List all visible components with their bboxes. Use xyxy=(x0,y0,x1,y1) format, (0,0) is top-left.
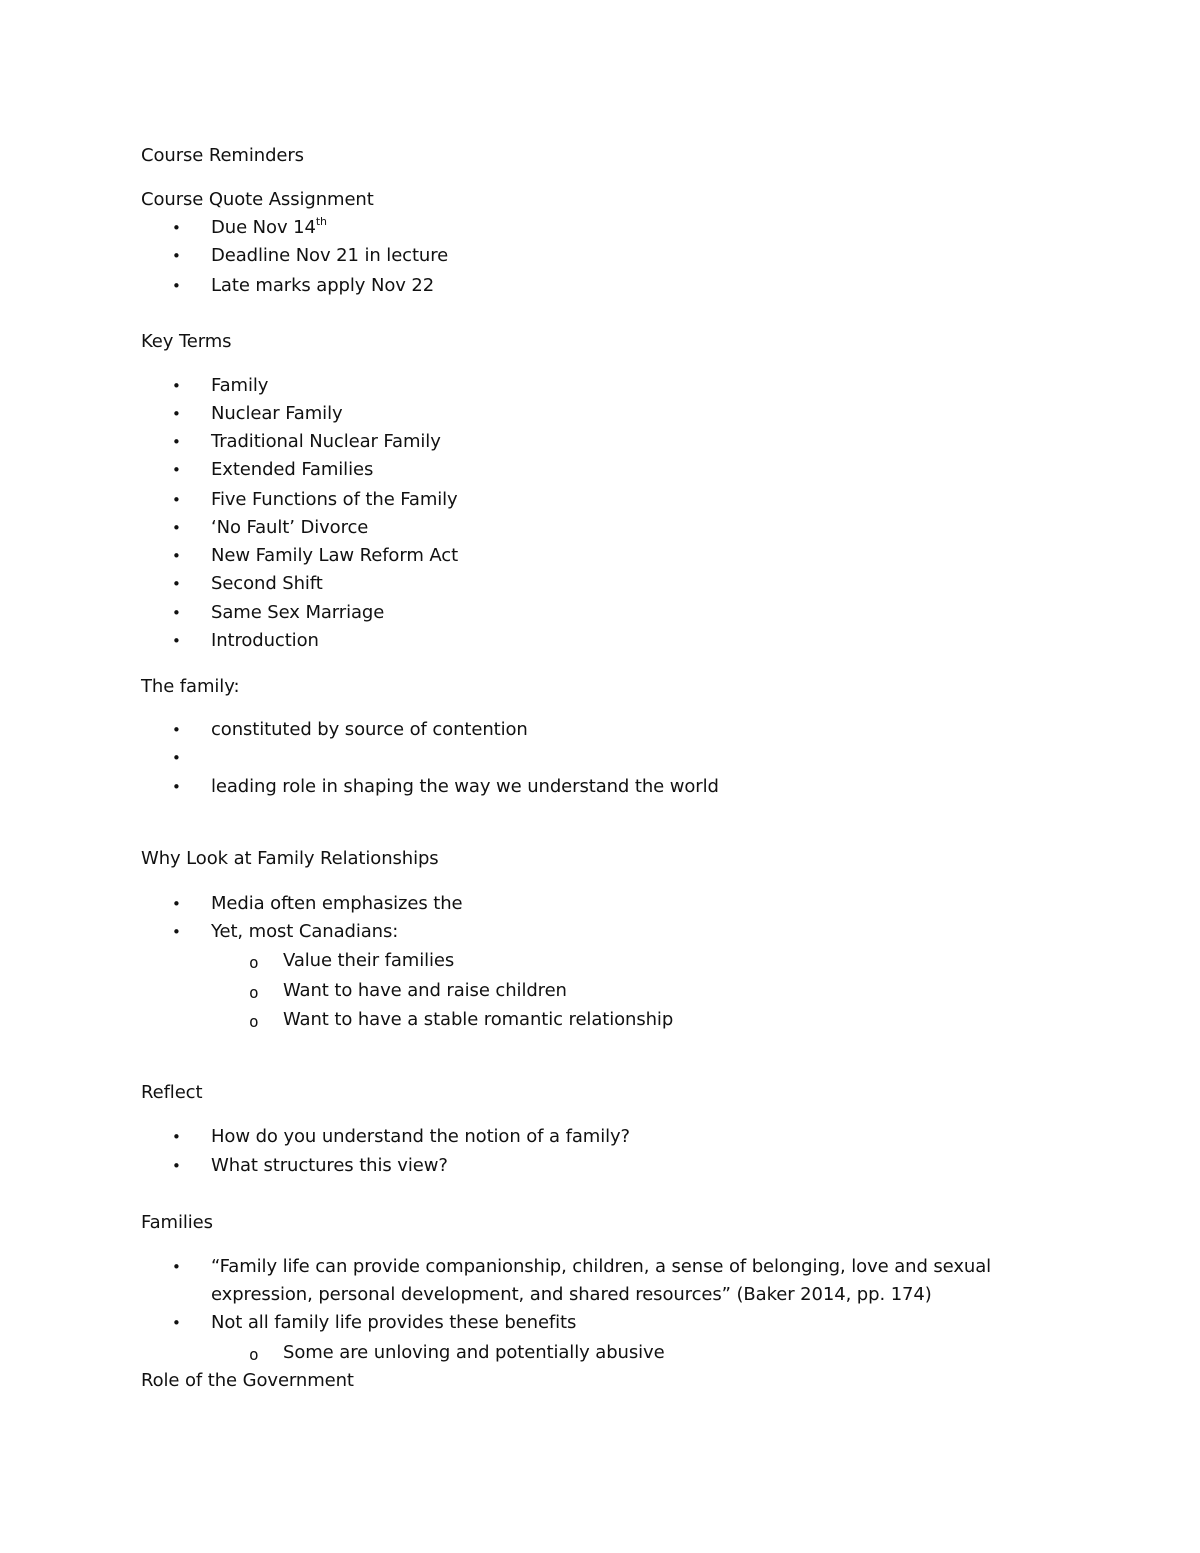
list-item-text: Deadline Nov 21 in lecture xyxy=(211,245,449,266)
bullet-icon: • xyxy=(172,277,181,295)
bullet-icon: • xyxy=(172,405,181,423)
list-item-text: leading role in shaping the way we understand the world xyxy=(211,776,719,797)
bullet-icon: • xyxy=(172,1258,181,1276)
families-heading: Families xyxy=(141,1212,213,1233)
the-family-heading: The family: xyxy=(141,676,240,697)
sub-list-item-text: Value their families xyxy=(283,950,455,971)
assignment-heading: Course Quote Assignment xyxy=(141,189,374,210)
sub-list-item-text: Want to have a stable romantic relationship xyxy=(283,1009,674,1030)
government-heading: Role of the Government xyxy=(141,1370,354,1391)
list-item-text: Same Sex Marriage xyxy=(211,602,385,623)
bullet-icon: • xyxy=(172,604,181,622)
sub-list-item-text: Want to have and raise children xyxy=(283,980,567,1001)
key-terms-heading: Key Terms xyxy=(141,331,232,352)
bullet-icon: • xyxy=(172,219,181,237)
bullet-icon: • xyxy=(172,1314,181,1332)
bullet-icon: • xyxy=(172,461,181,479)
sub-bullet-icon: o xyxy=(249,1345,259,1364)
bullet-icon: • xyxy=(172,247,181,265)
bullet-icon: • xyxy=(172,632,181,650)
sub-bullet-icon: o xyxy=(249,1012,259,1031)
reflect-heading: Reflect xyxy=(141,1082,203,1103)
bullet-icon: • xyxy=(172,519,181,537)
list-item-text: constituted by source of contention xyxy=(211,719,528,740)
list-item-text: Nuclear Family xyxy=(211,403,343,424)
course-reminders-heading: Course Reminders xyxy=(141,145,304,166)
bullet-icon: • xyxy=(172,923,181,941)
bullet-icon: • xyxy=(172,721,181,739)
bullet-icon: • xyxy=(172,433,181,451)
list-item-text: Late marks apply Nov 22 xyxy=(211,275,435,296)
list-item-text: How do you understand the notion of a family? xyxy=(211,1126,631,1147)
list-item-text: Media often emphasizes the xyxy=(211,893,463,914)
superscript: th xyxy=(315,215,327,228)
bullet-icon: • xyxy=(172,778,181,796)
bullet-icon: • xyxy=(172,575,181,593)
list-item-text: What structures this view? xyxy=(211,1155,448,1176)
list-item-text: Not all family life provides these benefits xyxy=(211,1312,577,1333)
bullet-icon: • xyxy=(172,895,181,913)
bullet-icon: • xyxy=(172,1128,181,1146)
list-item-text: ‘No Fault’ Divorce xyxy=(211,517,369,538)
sub-list-item-text: Some are unloving and potentially abusive xyxy=(283,1342,665,1363)
list-item-text: Extended Families xyxy=(211,459,374,480)
bullet-icon: • xyxy=(172,1157,181,1175)
bullet-icon: • xyxy=(172,491,181,509)
list-item-text: Yet, most Canadians: xyxy=(211,921,399,942)
assignment-due-text: Due Nov 14th xyxy=(211,215,327,238)
list-item-text: Family xyxy=(211,375,269,396)
bullet-icon: • xyxy=(172,547,181,565)
quote-text-line1: “Family life can provide companionship, children, a sense of belonging, love and sexual xyxy=(211,1256,992,1277)
list-item-text: New Family Law Reform Act xyxy=(211,545,459,566)
bullet-icon: • xyxy=(172,749,181,767)
list-item-text: Introduction xyxy=(211,630,319,651)
list-item-text: Second Shift xyxy=(211,573,323,594)
list-item-text: Five Functions of the Family xyxy=(211,489,458,510)
why-look-heading: Why Look at Family Relationships xyxy=(141,848,439,869)
list-item-text: Traditional Nuclear Family xyxy=(211,431,441,452)
sub-bullet-icon: o xyxy=(249,983,259,1002)
sub-bullet-icon: o xyxy=(249,953,259,972)
bullet-icon: • xyxy=(172,377,181,395)
quote-text-line2: expression, personal development, and shared resources” (Baker 2014, pp. 174) xyxy=(211,1284,932,1305)
